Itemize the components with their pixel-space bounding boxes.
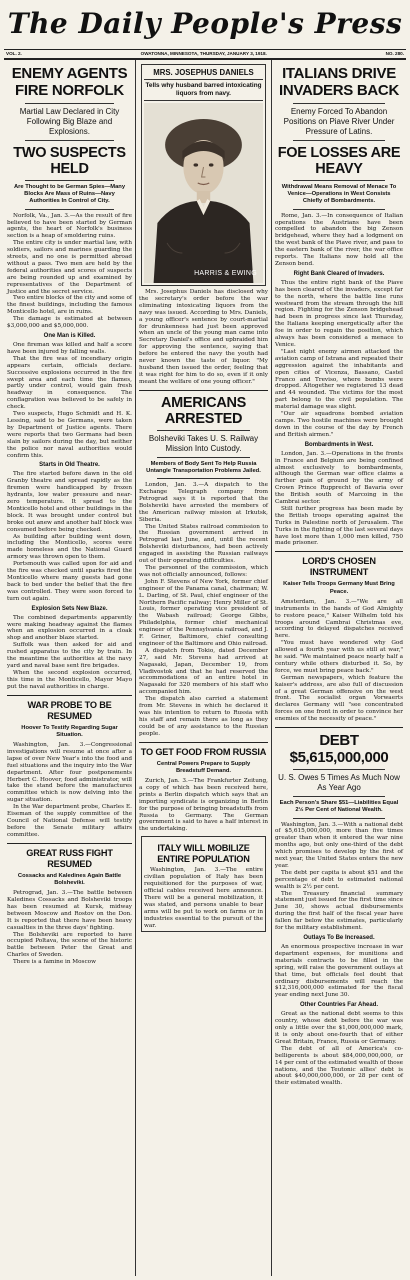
divider	[293, 140, 385, 141]
article-lords-instrument	[275, 599, 403, 723]
divider	[25, 209, 114, 210]
deck-lords-instrument: Kaiser Tells Troops Germany Must Bring Peace.	[283, 581, 395, 595]
paragraph: The debt of all of America's co-belligerents is about $84,000,000,000, or 14 per cent of the estimated wealth of those nations, and the Teutonic allies' debt is about $40,000,000,000, or 28 per cent of their estimated wealth.	[275, 1045, 403, 1087]
paragraph: The dispatch also carried a statement from Mr. Stevens in which he declared it was his intention to return to Russia with his staff and remain there as long as they could be of any assistance to the Russian people.	[139, 696, 268, 737]
headline-italy-mobilize: ITALY WILL MOBILIZE ENTIRE POPULATION	[157, 843, 250, 865]
divider	[293, 818, 385, 819]
paragraph: Portsmouth was called upon for aid and the fire was checked until sparks fired the Monticello where many guests had gone back to bed under the belief that the fire was controlled. They were soon forced to turn out again.	[7, 561, 132, 602]
paragraph: Zurich, Jan. 3.—The Frankfurter Zeitung, a copy of which has been received here, prints a Berlin dispatch which says that an importing syndicate is organizing in Berlin for the purpose of bringing breadstuffs from Russia to Germany. The German government is said to have a half interest in the undertaking.	[139, 778, 268, 833]
divider	[7, 843, 132, 844]
deck-russ-fight: Cossacks and Kaledines Again Battle Bolsheviki.	[17, 872, 122, 886]
paragraph: When the second explosion occurred, this time in the Monticello, Mayor Mayo put the naval authorities in charge.	[7, 669, 132, 690]
dateline-text: OWATONNA, MINNESOTA, THURSDAY, JANUARY 3, 1918.	[140, 51, 267, 56]
divider	[157, 457, 250, 458]
headline-lords-instrument: LORD'S CHOSEN INSTRUMENT	[302, 556, 376, 578]
paragraph: In the War department probe, Charles E. Eiseman of the supply committee of the Council of National Defense will testify before the Senate military affairs committee.	[7, 804, 132, 838]
portrait-illustration	[144, 103, 263, 283]
subheading: Explosion Sets New Blaze.	[31, 605, 108, 612]
paragraph: Mrs. Josephus Daniels has disclosed why the secretary's order before the war eliminating intoxicating liquors from the navy was issued. According to Mrs. Daniels, a young officer's sentence by court-martial for drunkenness had just been approved when an uncle of the young man came into Secretary Daniel's office and upbraided him for approving the sentence, saying that before he entered the navy the youth had never known the taste of liquor. "My husband then issued the order, feeling that it was right for him to do so, even if it only meant the welfare of one young officer."	[139, 289, 268, 385]
paragraph: "Our air squadrons bombed aviation camps. Two hostile machines were brought down in the course of the day by French and British airmen."	[275, 411, 403, 438]
paragraph: Thus the entire right bank of the Piave has been cleared of the invaders, except far to the north, where the battle line runs westward from the stream through the hill region. Fighting for the Zenson bridgehead had been in progress since last Thursday, the Italians keeping energetically after the foe in order to regain the position, which always has been considered a menace to Venice.	[275, 279, 403, 349]
subhead-americans-arrested: Bolsheviki Takes U. S. Railway Mission Into Custody.	[148, 433, 259, 453]
headline-food-russia: TO GET FOOD FROM RUSSIA	[140, 746, 267, 757]
paragraph: As building after building went down, including the Monticello, scores were made homeless and the National Guard armory was thrown open to them.	[7, 533, 132, 561]
subheading: Outlays To Be Increased.	[303, 935, 375, 942]
paragraph: Rome, Jan. 3.—In consequence of Italian operations the Austrians have been compelled to abandon the big Zenson bridgehead, where they had a lodgment on the west bank of the Piave river, and pass to the eastern bank of the river, the war office reports. The Italians now hold all the Zenson bend.	[275, 212, 403, 267]
article-italy-mobilize	[144, 867, 263, 929]
portrait-title: MRS. JOSEPHUS DANIELS	[144, 67, 263, 80]
paragraph: Washington, Jan. 3.—With a national debt of $5,615,000,000, more than five times greater than when it entered the war nine months ago, but only one-third of the debt which promises to develop by the first of next year, the United States enters the new year.	[275, 821, 403, 869]
divider	[293, 180, 385, 181]
deck-debt: Each Person's Share $51—Liabilities Equal 2½ Per Cent of National Wealth.	[279, 800, 399, 814]
newspaper-page	[4, 4, 406, 1276]
paragraph: London, Jan. 3.—A dispatch to the Exchange Telegraph company from Petrograd says it is reported that the Bolsheviki have arrested the members of the American railway mission at Irkutsk, Siberia.	[139, 482, 268, 523]
article-war-probe	[7, 742, 132, 839]
paragraph: A dispatch from Tokio, dated December 27, said Mr. Stevens had arrived at Nagasaki, Japan, December 19, from Vladivostok and that he had reserved the accommodations of an entire hotel in Nagasaki for 320 members of his staff who accompanied him.	[139, 647, 268, 696]
paragraph: John F. Stevens of New York, former chief engineer of the Panama canal, chairman; W. L. Darling, of St. Paul, chief engineer of the Northern Pacific railway; Henry Miller of St. Louis, former operating vice president of the Wabash railroad; George Gibbs, Philadelphia, former chief mechanical engineer of the Pennsylvania railroad, and J. F. Griner, Baltimore, chief consulting engineer of the Baltimore and Ohio railroad.	[139, 578, 268, 647]
paragraph: Suffolk was then asked for aid and rushed apparatus to the city by train. In the meantime the authorities at the navy yard and naval base sent fire brigades.	[7, 642, 132, 669]
divider	[157, 430, 250, 431]
newspaper-title: The Daily People's Press	[7, 7, 403, 40]
paragraph: "Last night enemy airmen attacked the aviation camp of Istrana and repeated their aggression against the inhabitants and open cities of Vicenza, Bassano, Castel Franco and Treviso, where bombs were dropped. Altogether we registered 13 dead and 44 wounded. The victims for the most part belong to the civil population. The material damage was slight.	[275, 348, 403, 411]
paragraph: That the fire was of incendiary origin appears certain, officials declare. Successive explosions occurred in the fire swept area and each time the flames, partly under control, would gain fresh headway in consequence. The conflagration was believed to be safely in check.	[7, 355, 132, 411]
subhead-debt: U. S. Owes 5 Times As Much Now As Year Ago	[278, 773, 400, 793]
paragraph: One fireman was killed and half a score have been injured by falling walls.	[7, 342, 132, 355]
volume-label: VOL. 2.	[6, 51, 22, 56]
columns	[4, 60, 406, 1276]
deck-food-russia: Central Powers Prepare to Supply Breadstuff Demand.	[156, 760, 251, 774]
divider	[275, 727, 403, 728]
deck-suspects: Are Thought to be German Spies—Many Blocks Are Mass of Ruins—Navy Authorities In Control of City.	[13, 184, 126, 205]
headline-norfolk: ENEMY AGENTS FIRE NORFOLK	[11, 65, 128, 99]
column-center	[136, 60, 272, 1276]
paragraph: Washington, Jan. 3.—Congressional investigations will resume at once after a lapse of over New Year's into the food and fuel situations and the inquiry into the War department. After four postponements Herbert C. Hoover, food administrator, will take the stand before the manufactures committee which is now delving into the sugar situation.	[7, 742, 132, 804]
divider	[25, 103, 114, 104]
article-norfolk	[7, 213, 132, 691]
subheading: Right Bank Cleared of Invaders.	[293, 270, 385, 277]
subhead-norfolk: Martial Law Declared in City Following Big Blaze and Explosions.	[19, 107, 120, 136]
paragraph: London, Jan. 3.—Operations in the fronts in France and Belgium are being confined almost exclusively to bombardments, although the German war office claims a further gain of ground by the army of Crown Prince Rupprecht of Bavaria over the British south of Marcoing in the Cambrai sector.	[275, 450, 403, 506]
paragraph: The damage is estimated at between $3,000,000 and $5,000,000.	[7, 316, 132, 330]
headline-foe-losses: FOE LOSSES ARE HEAVY	[277, 145, 401, 177]
headline-suspects: TWO SUSPECTS HELD	[13, 145, 126, 177]
divider	[293, 209, 385, 210]
paragraph: Two entire blocks of the city and some of the finest buildings, including the famous Monticello hotel, are in ruins.	[7, 295, 132, 316]
article-americans-arrested	[139, 482, 268, 738]
portrait-caption: Tells why husband barred intoxicating liquors from navy.	[144, 80, 263, 101]
divider	[139, 390, 268, 391]
paragraph: German newspapers, which feature the kaiser's address, are also full of discussion of a great German offensive on the west front. The socialist organ Vorwaerts declares Germany will "see concentrated forces on one front in order to convince her enemies of the necessity of peace."	[275, 674, 403, 723]
subheading: Other Countries Far Ahead.	[299, 1002, 379, 1009]
paragraph: Norfolk, Va., Jan. 3.—As the result of fire believed to have been started by German agents, the heart of Norfolk's business section is a heap of smoldering ruins.	[7, 212, 132, 240]
article-daniels	[139, 289, 268, 386]
dateline-bar	[4, 50, 406, 60]
paragraph: Still further progress has been made by the British troops operating against the Turks in Palestine north of Jerusalem. The Turks in the fighting of the last several days have lost more than 1,000 men killed, 750 made prisoner.	[275, 505, 403, 547]
paragraph: The combined departments apparently were making headway against the flames when an explosion occurred in a cloak shop and another blaze started.	[7, 614, 132, 642]
paragraph: The personnel of the commission, which was not officially announced, follows:	[139, 564, 268, 578]
divider	[293, 769, 385, 770]
divider	[25, 180, 114, 181]
divider	[275, 551, 403, 552]
issue-number: NO. 280.	[385, 51, 404, 56]
article-italians	[275, 213, 403, 548]
portrait-photo	[144, 103, 263, 283]
article-debt	[275, 822, 403, 1088]
divider	[7, 695, 132, 696]
headline-debt: DEBT $5,615,000,000	[289, 732, 389, 767]
deck-foe-losses: Withdrawal Means Removal of Menace To Venice—Operations in West Consists Chiefly of Bombardments.	[281, 184, 397, 205]
photo-credit: HARRIS & EWING	[194, 270, 257, 277]
paragraph: The entire city is under martial law, with soldiers, sailors and marines guarding the streets, and no one is permitted abroad without a pass. Two men are held by the federal authorities and scores of suspects are being rounded up and examined by representatives of the Department of Justice and the secret service.	[7, 240, 132, 295]
paragraph: The Bolsheviki are reported to have occupied Poltava, the scene of the historic battle between Peter the Great and Charles of Sweden.	[7, 931, 132, 959]
article-russ-fight	[7, 890, 132, 966]
column-left	[4, 60, 136, 1276]
paragraph: The debt per capita is about $51 and the percentage of debt to estimated national wealth is 2½ per cent.	[275, 869, 403, 890]
paragraph: There is a famine in Moscow	[13, 959, 96, 966]
paragraph: Petrograd, Jan. 3.—The battle between Kaledines Cossacks and Bolsheviki troops has been resumed at Kursk, midway between Moscow and Rostov on the Don. It is reported that there have been heavy casualties in the three days' fighting.	[7, 890, 132, 931]
paragraph: Two suspects, Hugo Schmidt and H. K. Lessing, said to be Germans, were taken by Department of Justice agents. There were reports that two Germans had been slain by sailors during the day, but neither the police nor naval authorities would confirm this.	[7, 411, 132, 459]
italy-mobilize-box	[141, 836, 266, 932]
divider	[293, 796, 385, 797]
headline-italians: ITALIANS DRIVE INVADERS BACK	[279, 65, 399, 99]
paragraph: Amsterdam, Jan. 3.—"We are all instruments in the hands of God Almighty to restore peace," Kaiser Wilhelm told his troops around Cambrai Christmas eve, according to delayed dispatches received here.	[275, 598, 403, 640]
paragraph: Great as the national debt seems to this country, whose debt before the war was only a little over the $1,000,000,000 mark, it is only about one-fourth that of either Great Britain, France, Russia or Germany.	[275, 1011, 403, 1045]
paragraph: The Treasury financial summary statement just issued for the first time since June 30, shows actual disbursements during the first half of the fiscal year have fallen far below the estimates, particularly for the military establishment.	[275, 890, 403, 932]
subheading: Starts in Old Theatre.	[39, 462, 100, 469]
paragraph: Washington, Jan. 3.—The entire civilian population of Italy has been requisitioned for the purposes of war, official cables received here announce. There will be a general mobilization, it was stated, and persons unable to bear arms will be put to work on farms or in industries essential to the pursuit of the war.	[144, 867, 263, 929]
deck-war-probe: Hoover To Testify Regarding Sugar Situation.	[21, 724, 118, 738]
headline-americans-arrested: AMERICANS ARRESTED	[160, 394, 247, 427]
deck-americans-arrested: Members of Body Sent To Help Russia Untangle Transportation Problems Jailed.	[146, 460, 261, 474]
column-right	[272, 60, 406, 1276]
divider	[157, 478, 250, 479]
subhead-italians: Enemy Forced To Abandon Positions on Piave River Under Pressure of Latins.	[283, 107, 395, 136]
paragraph: "You must have wondered why God allowed a fourth year with us still at war," he said. "We maintained peace nearly half a century while others disturbed it. So, by force, we must bring peace back."	[275, 640, 403, 674]
article-food-russia	[139, 778, 268, 833]
headline-russ-fight: GREAT RUSS FIGHT RESUMED	[26, 847, 113, 869]
subheading: One Man is Killed.	[43, 333, 96, 340]
masthead	[4, 4, 406, 50]
divider	[25, 140, 114, 141]
subheading: Bombardments in West.	[304, 441, 374, 448]
divider	[293, 103, 385, 104]
divider	[139, 742, 268, 743]
paragraph: An enormous prospective increase in war department expenses, for munitions and materials contracts to be filled in the spring, will raise the government outlays at that time, but officials feel doubt that ordinary disbursements will reach the $12,316,000,000 estimated for the fiscal year ending next June 30.	[275, 944, 403, 999]
portrait-box	[141, 64, 266, 286]
paragraph: The United States railroad commission to the Russian government arrived in Petrograd last June, and, until the recent Bolsheviki disturbances, had been actively engaged in assisting the Russian railways out of their operating difficulties.	[139, 523, 268, 565]
headline-war-probe: WAR PROBE TO BE RESUMED	[27, 699, 112, 721]
paragraph: The fire started before dawn in the old Granby theatre and spread rapidly as the firemen were handicapped by frozen hydrants, low water pressure and near-zero temperature. It spread to the Monticello hotel and other buildings in the block. It was brought under control but broke out anew and another half block was consumed before being checked.	[7, 471, 132, 533]
